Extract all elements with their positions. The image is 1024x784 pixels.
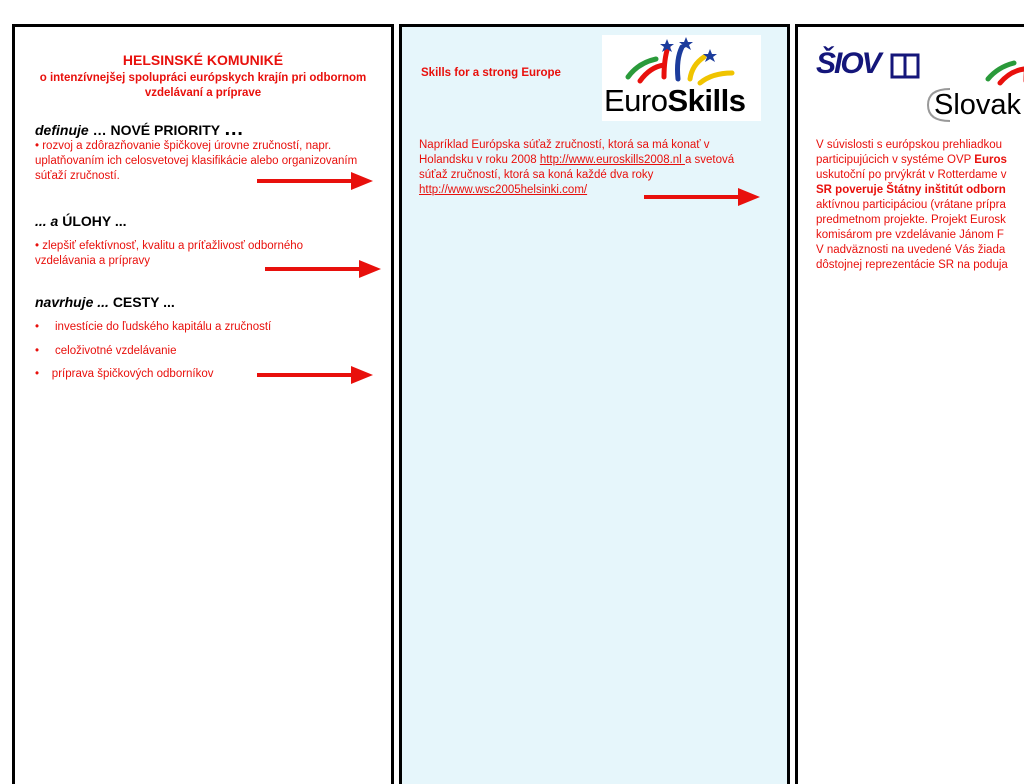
- para-line: [816, 258, 1024, 273]
- heading-text: … NOVÉ PRIORITY: [92, 122, 220, 138]
- line-text: uskutoční po prvýkrát v Rotterdame v: [816, 169, 1007, 181]
- para-line: [816, 198, 1024, 213]
- red-arrow-right-icon: [257, 169, 373, 193]
- line-text: predmetnom projekte. Projekt Eurosk: [816, 214, 1006, 226]
- panel-siov: [795, 24, 1024, 784]
- heading-text: ÚLOHY ...: [62, 213, 127, 229]
- heading-tasks: [35, 213, 127, 229]
- bullet-ways-1: • investície do ľudského kapitálu a zručností: [35, 321, 272, 333]
- para-line: [816, 183, 1024, 198]
- heading-lead: ... a: [35, 213, 59, 229]
- euroskills-emblem-icon: [984, 43, 1024, 87]
- line-text: participujúcich v systéme OVP: [816, 154, 975, 166]
- red-arrow-right-icon: [257, 363, 373, 387]
- siov-logo: ŠIOV: [816, 47, 880, 80]
- communique-subtitle: o intenzívnejšej spolupráci európskych krajín pri odbornom vzdelávaní a príprave: [39, 72, 367, 99]
- wordmark-light: Euro: [604, 83, 668, 118]
- line-text: V súvislosti s európskou prehliadkou: [816, 139, 1003, 151]
- heading-lead: navrhuje ...: [35, 294, 109, 310]
- euroskills-wordmark: [604, 83, 745, 119]
- red-arrow-right-icon: [265, 257, 381, 281]
- para-line: [816, 228, 1024, 243]
- line-bold: Euros: [974, 154, 1007, 166]
- bullet-tasks-1: • zlepšiť efektívnosť, kvalitu a príťažlivosť odborného vzdelávania a prípravy: [35, 240, 304, 267]
- para-line: [816, 213, 1024, 228]
- bullet-priorities-1: • rozvoj a zdôrazňovanie špičkovej úrovne zručností, napr. uplatňovaním ich celosvetovej klasifikácie alebo organizovaním súťaží zručností.: [35, 140, 358, 182]
- heading-text: CESTY ...: [112, 294, 175, 310]
- red-arrow-right-icon: [644, 185, 760, 209]
- communique-title: HELSINSKÉ KOMUNIKÉ: [122, 52, 284, 68]
- para-line: [816, 153, 1024, 168]
- panel-euroskills: [399, 24, 790, 784]
- heading-trail: …: [223, 118, 244, 140]
- wsc2005-link[interactable]: http://www.wsc2005helsinki.com/: [419, 184, 588, 196]
- slogan: Skills for a strong Europe: [421, 67, 561, 79]
- siov-paragraph: [816, 138, 1024, 273]
- euroskills2008-link[interactable]: http://www.euroskills2008.nl: [539, 154, 685, 166]
- line-text: dôstojnej reprezentácie SR na poduja: [816, 259, 1008, 271]
- para-text-1: Napríklad Európska súťaž zručností, ktorá sa má konať v Holandsku v roku 2008: [419, 139, 710, 166]
- heading-priorities: [35, 118, 244, 141]
- bullet-ways-2: • celoživotné vzdelávanie: [35, 345, 177, 357]
- euroskills-logo: [602, 35, 761, 121]
- euroskills-emblem-icon: [620, 37, 740, 87]
- para-text-2: a svetová súťaž zručností, ktorá sa koná každé dva roky: [419, 154, 735, 181]
- bullet-ways-3: • príprava špičkových odborníkov: [35, 368, 214, 380]
- book-icon: [890, 51, 924, 81]
- panel-helsinki-communique: [12, 24, 394, 784]
- line-text: aktívnou participáciou (vrátane prípra: [816, 199, 1006, 211]
- para-line: [816, 168, 1024, 183]
- para-line: [816, 138, 1024, 153]
- line-text: V nadväznosti na uvedené Vás žiada: [816, 244, 1006, 256]
- wordmark-bold: Skills: [667, 83, 746, 118]
- heading-lead: definuje: [35, 122, 89, 138]
- line-bold: SR poveruje Štátny inštitút odborn: [816, 184, 1006, 196]
- line-text: komisárom pre vzdelávanie Jánom F: [816, 229, 1004, 241]
- slovak-logo-text: Slovak: [934, 89, 1022, 121]
- heading-ways: [35, 294, 175, 310]
- para-line: [816, 243, 1024, 258]
